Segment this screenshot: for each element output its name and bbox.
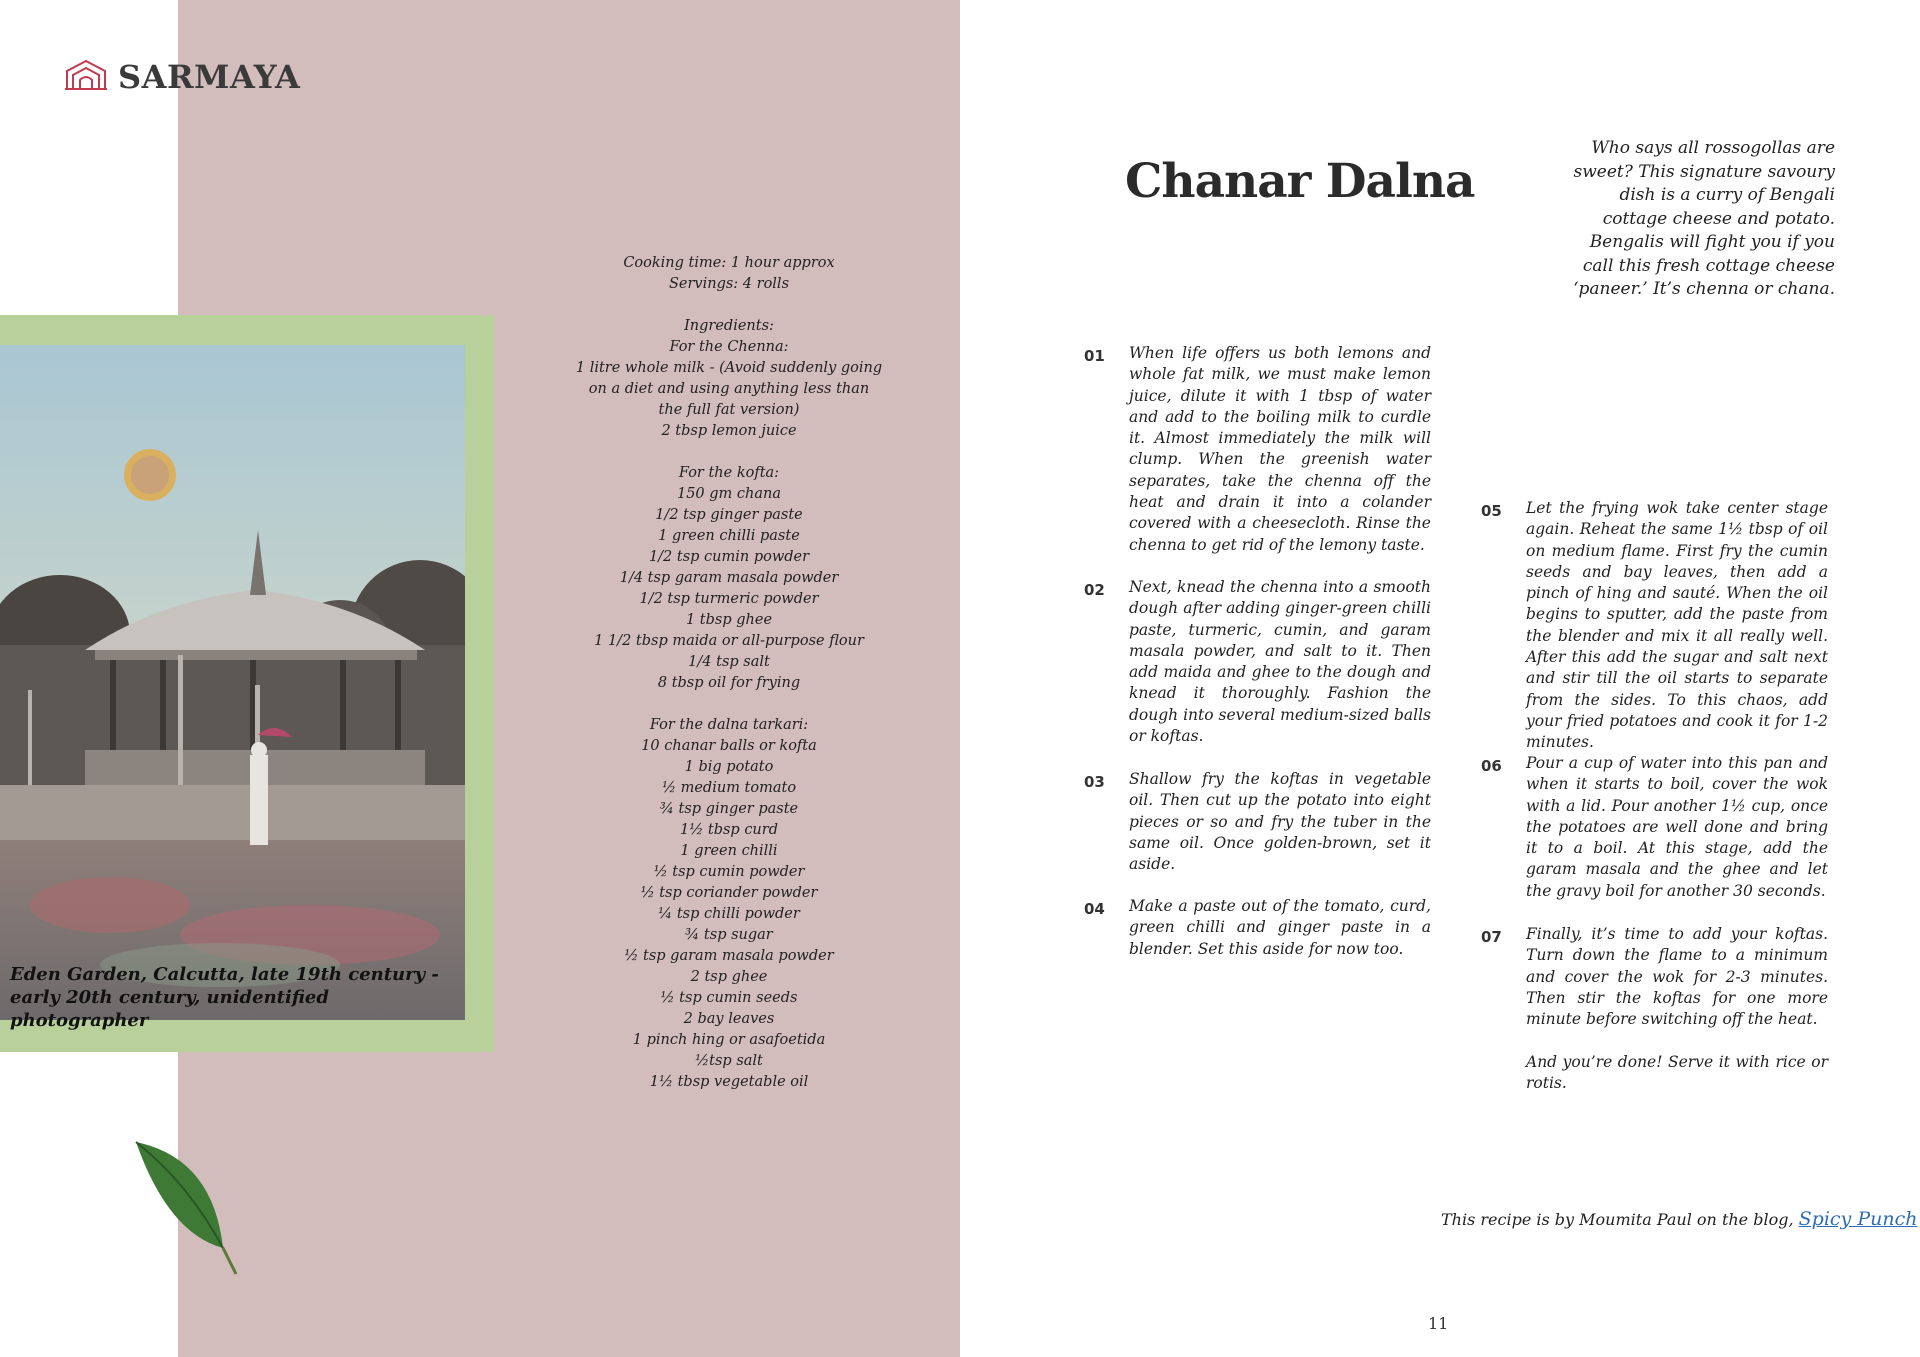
dalna-heading: For the dalna tarkari: xyxy=(649,717,809,733)
step-number: 01 xyxy=(1084,347,1105,365)
ingredient-item: 1 green chilli paste xyxy=(658,528,800,544)
cooking-time: Cooking time: 1 hour approx xyxy=(623,255,835,271)
step-04 xyxy=(1084,896,1431,960)
step-06 xyxy=(1481,753,1828,902)
ingredient-item: ½ tsp cumin powder xyxy=(653,864,805,880)
ingredient-item: 1 green chilli xyxy=(680,843,778,859)
ingredient-item: 1 tbsp ghee xyxy=(685,612,773,628)
ingredient-item: ¾ tsp ginger paste xyxy=(659,801,799,817)
page-number: 11 xyxy=(1428,1314,1449,1333)
ingredient-item: 1/2 tsp ginger paste xyxy=(655,507,803,523)
bay-leaf-icon xyxy=(128,1138,248,1282)
ingredient-item: ¾ tsp sugar xyxy=(685,927,773,943)
ingredients-list xyxy=(575,253,883,1093)
brand-name: SARMAYA xyxy=(118,58,301,96)
ingredient-item: 1/2 tsp cumin powder xyxy=(648,549,810,565)
step-text: Next, knead the chenna into a smooth dough after adding ginger-green chilli paste, turmeric, cumin, and garam masala powder, and salt to it. Then add maida and ghee to the dough and knead it thoroughly. Fashion the dough into several medium-sized balls or koftas. xyxy=(1129,578,1431,746)
photo-caption: Eden Garden, Calcutta, late 19th century - early 20th century, unidentified photographer xyxy=(10,964,439,1031)
ingredient-item: 2 tsp ghee xyxy=(690,969,768,985)
ingredient-item: 1/2 tsp turmeric powder xyxy=(639,591,819,607)
ingredient-item: 1½ tbsp vegetable oil xyxy=(649,1074,809,1090)
ingredient-item: 2 tbsp lemon juice xyxy=(661,423,797,439)
ingredient-item: 1/4 tsp garam masala powder xyxy=(619,570,839,586)
step-text: Finally, it’s time to add your koftas. Turn down the flame to a minimum and cover the wok for 2-3 minutes. Then stir the koftas for one more minute before switching off the heat. xyxy=(1526,925,1828,1029)
recipe-title: Chanar Dalna xyxy=(1125,154,1475,209)
ingredient-item: 8 tbsp oil for frying xyxy=(657,675,801,691)
sarmaya-logo[interactable] xyxy=(64,58,300,96)
ingredient-item: ½tsp salt xyxy=(695,1053,763,1069)
ingredient-item: ½ tsp garam masala powder xyxy=(624,948,834,964)
ingredient-item: 1 1/2 tbsp maida or all-purpose flour xyxy=(594,633,864,649)
step-number: 03 xyxy=(1084,773,1105,791)
step-number: 04 xyxy=(1084,900,1105,918)
ingredient-item: ¼ tsp chilli powder xyxy=(658,906,800,922)
recipe-credit xyxy=(1441,1208,1918,1230)
step-07 xyxy=(1481,924,1828,1030)
closing-text: And you’re done! Serve it with rice or rotis. xyxy=(1526,1053,1828,1093)
servings: Servings: 4 rolls xyxy=(668,276,790,292)
ingredients-heading: Ingredients: xyxy=(684,318,774,334)
ingredient-item: 1½ tbsp curd xyxy=(679,822,778,838)
ingredient-item: 10 chanar balls or kofta xyxy=(641,738,817,754)
eden-garden-photo xyxy=(0,345,465,1020)
step-01 xyxy=(1084,343,1431,556)
ingredient-item: ½ medium tomato xyxy=(661,780,797,796)
ingredient-item: ½ tsp cumin seeds xyxy=(660,990,798,1006)
kofta-heading: For the kofta: xyxy=(678,465,780,481)
ingredient-item: 1 big potato xyxy=(684,759,774,775)
step-05 xyxy=(1481,498,1828,754)
step-number: 02 xyxy=(1084,581,1105,599)
chenna-heading: For the Chenna: xyxy=(669,339,789,355)
step-number: 06 xyxy=(1481,757,1502,775)
credit-text: This recipe is by Moumita Paul on the blog, xyxy=(1441,1210,1794,1229)
ingredient-item: 2 bay leaves xyxy=(683,1011,775,1027)
step-number: 07 xyxy=(1481,928,1502,946)
step-03 xyxy=(1084,769,1431,875)
ingredient-item: ½ tsp coriander powder xyxy=(640,885,818,901)
ingredient-item: 1/4 tsp salt xyxy=(688,654,770,670)
step-text: Pour a cup of water into this pan and when it starts to boil, cover the wok with a lid. Pour another 1½ cup, once the potatoes are well done and bring it to a boil. At this stage, add the garam masala and the ghee and let the gravy boil for another 30 seconds. xyxy=(1526,754,1828,900)
spicy-punch-link[interactable]: Spicy Punch xyxy=(1798,1208,1918,1230)
step-number: 05 xyxy=(1481,502,1502,520)
ingredient-item: 150 gm chana xyxy=(676,486,781,502)
step-text: Let the frying wok take center stage again. Reheat the same 1½ tbsp of oil on medium flame. First fry the cumin seeds and bay leaves, then add a pinch of hing and sauté. When the oil begins to sputter, add the paste from the blender and mix it all really well. After this add the sugar and salt next and stir till the oil starts to separate from the sides. To this chaos, add your fried potatoes and cook it for 1-2 minutes. xyxy=(1526,499,1828,752)
step-text: Make a paste out of the tomato, curd, green chilli and ginger paste in a blender. Set this aside for now too. xyxy=(1129,897,1431,958)
house-logo-icon xyxy=(64,58,108,96)
closing-line xyxy=(1481,1052,1828,1095)
step-text: Shallow fry the koftas in vegetable oil. Then cut up the potato into eight pieces or so and fry the tuber in the same oil. Once golden-brown, set it aside. xyxy=(1129,770,1431,874)
step-text: When life offers us both lemons and whole fat milk, we must make lemon juice, dilute it with 1 tbsp of water and add to the boiling milk to curdle it. Almost immediately the milk will clump. When the greenish water separates, take the chenna off the heat and drain it into a colander covered with a cheesecloth. Rinse the chenna to get rid of the lemony taste. xyxy=(1129,344,1431,554)
ingredient-item: 1 pinch hing or asafoetida xyxy=(632,1032,826,1048)
step-02 xyxy=(1084,577,1431,747)
recipe-intro: Who says all rossogollas are sweet? This signature savoury dish is a curry of Bengali cottage cheese and potato. Bengalis will fight you if you call this fresh cottage cheese ‘paneer.’ It’s chenna or chana. xyxy=(1573,138,1835,299)
ingredient-item: 1 litre whole milk - (Avoid suddenly going on a diet and using anything less than the full fat version) xyxy=(575,360,883,418)
